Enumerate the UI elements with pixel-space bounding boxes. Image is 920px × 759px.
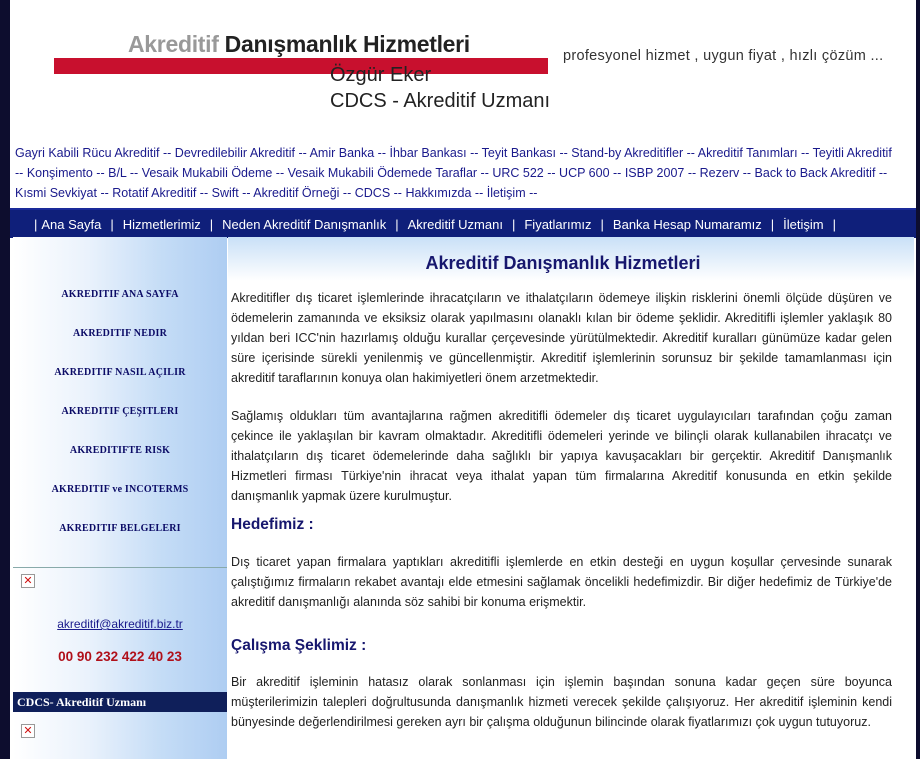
sidebar-menu-item[interactable]: AKREDITIFTE RISK <box>69 445 171 456</box>
keyword-link[interactable]: Hakkımızda <box>405 186 472 200</box>
sidebar-menu-item[interactable]: AKREDITIF BELGELERI <box>59 523 181 534</box>
keyword-link[interactable]: Stand-by Akreditifler <box>571 146 684 160</box>
logo-title-bold: Danışmanlık Hizmetleri <box>218 31 470 57</box>
nav-item[interactable]: İletişim <box>783 216 824 232</box>
nav-separator: | <box>110 216 114 232</box>
logo-red-bar <box>54 58 548 74</box>
link-separator: -- <box>294 146 310 160</box>
goal-paragraph: Dış ticaret yapan firmalara yaptıkları akreditifli işlemlerde en etkin desteği en uygun koşullar çervesinde sunarak çalıştığımız firmaların rekabet avantajı elde etmesini sağlamak öncelikli hedefimizdir. Bir diğer hedefimiz de Türkiye'de akreditif danışmanlığı alanında söz sahibi bir konuma erişmektir. <box>231 555 892 609</box>
keyword-link[interactable]: İhbar Bankası <box>389 146 467 160</box>
nav-separator: | <box>209 216 214 232</box>
link-separator: -- <box>875 166 888 180</box>
link-separator: -- <box>525 186 538 200</box>
keyword-link[interactable]: Gayri Kabili Rücu Akreditif <box>15 146 160 160</box>
link-separator: -- <box>797 146 813 160</box>
page <box>10 0 916 759</box>
sidebar-menu-item[interactable]: AKREDITIF NASIL AÇILIR <box>54 367 186 378</box>
nav-item[interactable]: Akreditif Uzmanı <box>407 216 503 232</box>
nav-separator: | <box>511 216 516 232</box>
link-separator: -- <box>609 166 625 180</box>
left-sidebar <box>13 237 227 759</box>
method-paragraph: Bir akreditif işleminin hatasız olarak sonlanması için işlemin başından sonuna kadar geçen süre boyunca müşterilerimizin talepleri doğrultusunda danışmanlık hizmeti verecek şekilde çalışıyoruz. Her akreditif işleminin kendi bünyesinde değerlendirilmesi gereken ayrı bir çalışma olduğunun bilincinde olarak fiyatlarımızı çok uygun tutuyoruz. <box>231 675 892 729</box>
nav-separator: | <box>395 216 399 232</box>
sidebar-menu-item[interactable]: AKREDITIF ÇEŞITLERI <box>61 406 179 417</box>
keyword-link[interactable]: Amir Banka <box>309 146 375 160</box>
intro-paragraph-2: Sağlamış oldukları tüm avantajlarına rağmen akreditifli ödemeler dış ticaret uygulayıcıları tarafından çoğu zaman çekince ile yaklaşılan bir kavram olmaktadır. Akreditifli ödemeleri yerinde ve bilinçli olarak kullanabilen ihracatçı ve ithalatçıların dış ticaret ödemelerinde daha sağlıklı bir yapıya kavuşacakları bir gerçektir. Akreditif Danışmanlık Hizmetleri firması Türkiye'nin ihracat veya ithalat yapan tüm firmalarına Akreditif konusunda en etkin şekilde danışmanlık yapmak üzere kurulmuştur. <box>231 409 892 503</box>
nav-separator: | <box>600 216 604 232</box>
logo-name: Özgür Eker <box>330 64 432 86</box>
broken-image-icon: ✕ <box>21 574 35 588</box>
link-separator: -- <box>466 146 482 160</box>
keyword-link[interactable]: Rotatif Akreditif <box>112 186 197 200</box>
page-title: Akreditif Danışmanlık Hizmetleri <box>425 253 701 273</box>
logo-title <box>128 31 470 58</box>
link-separator: -- <box>15 166 27 180</box>
keyword-link[interactable]: Akreditif Örneği <box>253 186 340 200</box>
nav-separator: | <box>832 216 836 232</box>
keyword-link[interactable]: Swift <box>211 186 239 200</box>
intro-paragraph-1: Akreditifler dış ticaret işlemlerinde ihracatçıların ve ithalatçıların ödemeye ilişkin risklerini önemli ölçüde düşüren ve ödemelerin zamanında ve eksiksiz olarak yapılmasını olanaklı kılan bir ödeme şeklidir. Akreditifli işlemler yaklaşık 80 yıldan beri ICC'nin hazırlamış olduğu kurallar çerçevesinde yürütülmektedir. Akreditif kuralları günümüze kadar gelen süre içerisinde sürekli yenilenmiş ve güncellenmiştir. Akreditif işlemlerinin sorunsuz bir şekilde tamamlanması için akreditif taraflarının konuya olan hakimiyetleri önem arzetmektedir. <box>231 291 892 385</box>
nav-item[interactable]: Fiyatlarımız <box>524 216 592 232</box>
slogan: profesyonel hizmet , uygun fiyat , hızlı çözüm ... <box>563 48 884 64</box>
main-content <box>228 237 914 759</box>
link-separator: -- <box>374 146 390 160</box>
keyword-link[interactable]: Vesaik Mukabili Ödeme <box>141 166 273 180</box>
keyword-link[interactable]: UCP 600 <box>559 166 610 180</box>
sidebar-cdcs-bar: CDCS- Akreditif Uzmanı <box>13 692 227 712</box>
link-separator: -- <box>556 146 572 160</box>
nav-item[interactable]: Banka Hesap Numaramız <box>612 216 762 232</box>
sidebar-phone: 00 90 232 422 40 23 <box>58 649 182 664</box>
nav-item[interactable]: Neden Akreditif Danışmanlık <box>222 216 387 232</box>
nav-separator: | <box>770 216 775 232</box>
link-separator: -- <box>126 166 142 180</box>
nav-item[interactable]: Hizmetlerimiz <box>122 216 201 232</box>
keyword-link[interactable]: Rezerv <box>699 166 740 180</box>
keyword-link[interactable]: URC 522 <box>492 166 544 180</box>
keyword-link[interactable]: B/L <box>108 166 127 180</box>
link-separator: -- <box>272 166 288 180</box>
keyword-link[interactable]: Kısmi Sevkiyat <box>15 186 97 200</box>
link-separator: -- <box>196 186 212 200</box>
link-separator: -- <box>684 166 700 180</box>
broken-image-icon-2: ✕ <box>21 724 35 738</box>
logo-title-light: Akreditif <box>128 31 219 57</box>
logo-role: CDCS - Akreditif Uzmanı <box>330 90 551 112</box>
link-separator: -- <box>683 146 698 160</box>
sidebar-menu-item[interactable]: AKREDITIF ANA SAYFA <box>61 289 179 300</box>
keyword-link[interactable]: İletişim <box>486 186 526 200</box>
sidebar-menu-item[interactable]: AKREDITIF NEDIR <box>72 328 168 339</box>
keyword-link[interactable]: Akreditif Tanımları <box>697 146 798 160</box>
link-separator: -- <box>238 186 254 200</box>
method-heading: Çalışma Şeklimiz : <box>231 637 367 654</box>
keyword-link[interactable]: Teyitli Akreditif <box>812 146 892 160</box>
keyword-link[interactable]: Teyit Bankası <box>481 146 556 160</box>
link-separator: -- <box>159 146 175 160</box>
goal-heading: Hedefimiz : <box>231 516 314 533</box>
link-separator: -- <box>339 186 355 200</box>
link-separator: -- <box>96 186 113 200</box>
sidebar-divider <box>13 567 227 568</box>
main-nav <box>10 208 916 238</box>
link-separator: -- <box>390 186 406 200</box>
keyword-link[interactable]: Devredilebilir Akreditif <box>174 146 295 160</box>
link-separator: -- <box>471 186 487 200</box>
link-separator: -- <box>92 166 109 180</box>
nav-item[interactable]: Ana Sayfa <box>41 216 102 232</box>
sidebar-menu-item[interactable]: AKREDITIF ve INCOTERMS <box>51 484 189 495</box>
link-separator: -- <box>543 166 560 180</box>
sidebar-email-link[interactable]: akreditif@akreditif.biz.tr <box>57 617 183 631</box>
link-separator: -- <box>477 166 493 180</box>
keyword-link[interactable]: Konşimento <box>26 166 93 180</box>
keyword-links <box>15 143 895 203</box>
keyword-link[interactable]: Vesaik Mukabili Ödemede Taraflar <box>287 166 478 180</box>
keyword-link[interactable]: ISBP 2007 <box>624 166 685 180</box>
keyword-link[interactable]: Back to Back Akreditif <box>754 166 876 180</box>
keyword-link[interactable]: CDCS <box>354 186 391 200</box>
nav-separator: | <box>34 216 38 232</box>
link-separator: -- <box>739 166 755 180</box>
